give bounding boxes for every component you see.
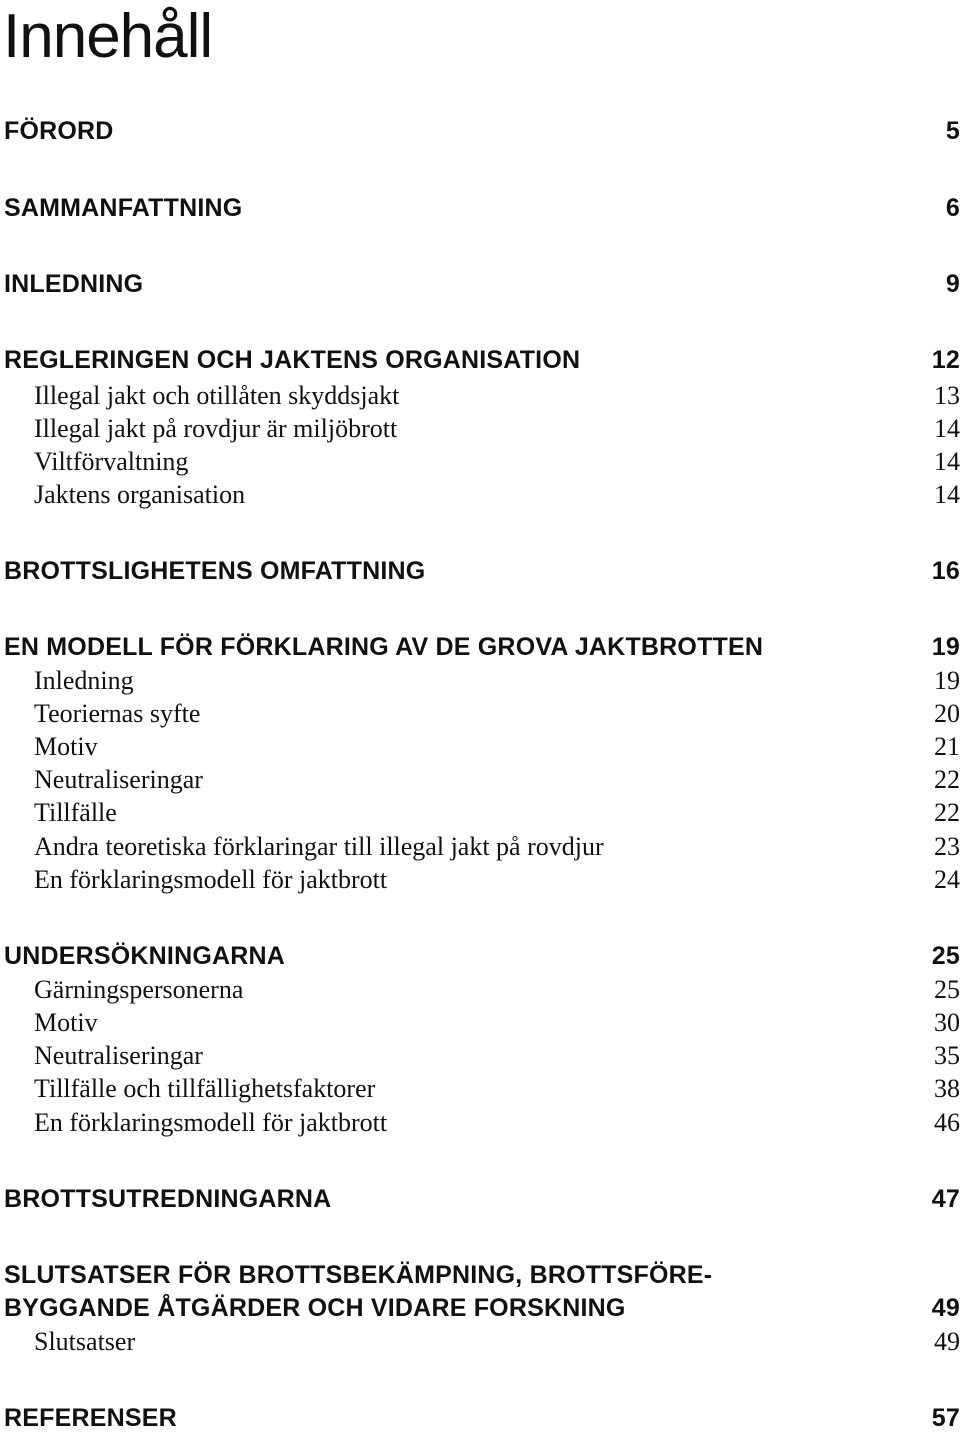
- toc-section-row: [0, 973, 960, 1007]
- page-number: 25: [931, 942, 960, 970]
- toc-section-row: [0, 830, 960, 864]
- page-number: 46: [934, 1108, 960, 1137]
- section-title: Illegal jakt och otillåten skyddsjakt: [34, 381, 400, 410]
- toc-chapter-row: [0, 1291, 960, 1325]
- page-number: 22: [934, 798, 960, 827]
- chapter-title: EN MODELL FÖR FÖRKLARING AV DE GROVA JAKTBROTTEN: [4, 633, 764, 661]
- chapter-title: SAMMANFATTNING: [4, 194, 243, 222]
- page-number: 6: [945, 194, 960, 222]
- page-number: 20: [934, 699, 960, 728]
- page-number: 25: [934, 975, 960, 1004]
- section-title: Teoriernas syfte: [34, 699, 201, 728]
- chapter-title: INLEDNING: [4, 270, 144, 298]
- page-number: 5: [945, 117, 960, 145]
- page-title: Innehåll: [3, 2, 213, 71]
- toc-chapter-row: [0, 267, 960, 301]
- toc-section-row: [0, 445, 960, 479]
- section-title: Tillfälle: [34, 798, 117, 827]
- page-number: 22: [934, 765, 960, 794]
- section-title: Jaktens organisation: [34, 480, 246, 509]
- toc-section-row: [0, 478, 960, 512]
- toc-chapter-row: [0, 1182, 960, 1216]
- section-title: Slutsatser: [34, 1327, 136, 1356]
- page-number: 57: [931, 1404, 960, 1432]
- chapter-title: REFERENSER: [4, 1404, 177, 1432]
- toc-section-row: [0, 1039, 960, 1073]
- toc-section-row: [0, 1006, 960, 1040]
- section-title: Motiv: [34, 1008, 98, 1037]
- page-number: 24: [934, 865, 960, 894]
- page-number: 14: [934, 447, 960, 476]
- toc-chapter-row: [0, 114, 960, 148]
- page-number: 49: [934, 1327, 960, 1356]
- page-number: 38: [934, 1074, 960, 1103]
- section-title: Neutraliseringar: [34, 1041, 203, 1070]
- section-title: Illegal jakt på rovdjur är miljöbrott: [34, 414, 398, 443]
- toc-section-row: [0, 1106, 960, 1140]
- page-number: 19: [934, 666, 960, 695]
- page-number: 47: [931, 1185, 960, 1213]
- section-title: Andra teoretiska förklaringar till illegal jakt på rovdjur: [34, 832, 604, 861]
- section-title: En förklaringsmodell för jaktbrott: [34, 1108, 388, 1137]
- page-number: 23: [934, 832, 960, 861]
- chapter-title: BROTTSUTREDNINGARNA: [4, 1185, 332, 1213]
- toc-section-row: [0, 379, 960, 413]
- section-title: Inledning: [34, 666, 134, 695]
- toc-section-row: [0, 796, 960, 830]
- chapter-title: BROTTSLIGHETENS OMFATTNING: [4, 557, 426, 585]
- page-number: 21: [934, 732, 960, 761]
- page-number: 19: [931, 633, 960, 661]
- page-number: 9: [945, 270, 960, 298]
- toc-chapter-row: [0, 630, 960, 664]
- toc-section-row: [0, 730, 960, 764]
- section-title: Gärningspersonerna: [34, 975, 244, 1004]
- page-number: 14: [934, 480, 960, 509]
- toc-chapter-row: [0, 191, 960, 225]
- page-number: 49: [931, 1294, 960, 1322]
- chapter-title: BYGGANDE ÅTGÄRDER OCH VIDARE FORSKNING: [4, 1294, 626, 1322]
- toc-section-row: [0, 664, 960, 698]
- toc-chapter-row: [0, 1401, 960, 1435]
- toc-section-row: [0, 863, 960, 897]
- section-title: Neutraliseringar: [34, 765, 203, 794]
- page-number: 14: [934, 414, 960, 443]
- section-title: Viltförvaltning: [34, 447, 189, 476]
- page-number: 35: [934, 1041, 960, 1070]
- chapter-title: UNDERSÖKNINGARNA: [4, 942, 285, 970]
- page-number: 12: [931, 346, 960, 374]
- toc-chapter-row: [0, 343, 960, 377]
- toc-section-row: [0, 412, 960, 446]
- chapter-title: REGLERINGEN OCH JAKTENS ORGANISATION: [4, 346, 581, 374]
- toc-section-row: [0, 1325, 960, 1359]
- toc-chapter-row: [0, 554, 960, 588]
- toc-section-row: [0, 1072, 960, 1106]
- toc-section-row: [0, 697, 960, 731]
- toc-chapter-row: [0, 939, 960, 973]
- toc-chapter-row: [0, 1258, 960, 1292]
- section-title: En förklaringsmodell för jaktbrott: [34, 865, 388, 894]
- section-title: Motiv: [34, 732, 98, 761]
- chapter-title: SLUTSATSER FÖR BROTTSBEKÄMPNING, BROTTSFÖRE-: [4, 1261, 713, 1289]
- toc-section-row: [0, 763, 960, 797]
- section-title: Tillfälle och tillfällighetsfaktorer: [34, 1074, 376, 1103]
- chapter-title: FÖRORD: [4, 117, 114, 145]
- page-number: 13: [934, 381, 960, 410]
- page-number: 30: [934, 1008, 960, 1037]
- page-number: 16: [931, 557, 960, 585]
